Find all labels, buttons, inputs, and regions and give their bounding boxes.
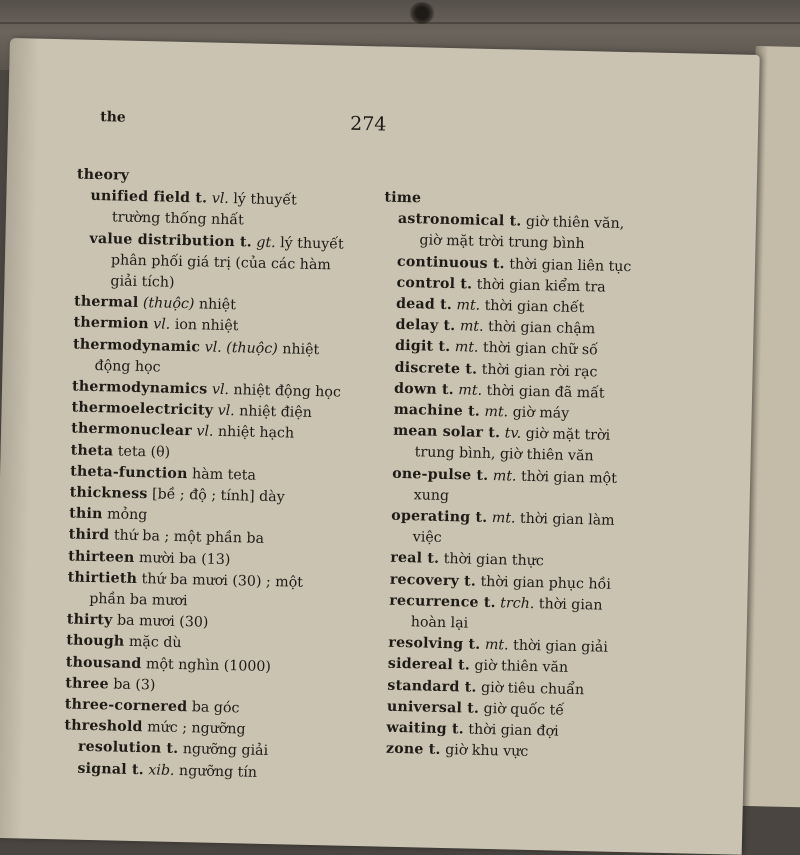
entry-headword: threshold	[64, 717, 143, 736]
right-column	[372, 188, 643, 766]
entry-headword: unified field t.	[90, 188, 208, 207]
entry-translation: teta (θ)	[117, 443, 171, 461]
entry-translation: giờ máy	[512, 404, 570, 422]
entry-headword: theory	[76, 166, 130, 184]
entry-field-label: vl.	[153, 316, 171, 334]
entry-headword: thermodynamic	[72, 336, 201, 356]
entry-translation: mười ba (13)	[138, 549, 231, 568]
dictionary-entry	[378, 421, 637, 469]
entry-translation: ba góc	[191, 699, 240, 717]
entry-translation: thứ ba ; một phần ba	[113, 527, 265, 548]
entry-headword: recurrence t.	[389, 592, 496, 612]
entry-field-label: vl. (thuộc)	[204, 339, 278, 357]
entry-translation: thứ ba mươi (30) ; một phần ba mươi	[89, 570, 304, 610]
entry-headword: thermal	[73, 293, 139, 312]
entry-translation: nhiệt hạch	[217, 424, 295, 442]
entry-translation: hàm teta	[191, 466, 257, 484]
entry-headword: machine t.	[393, 401, 481, 420]
entry-translation: thời gian chết	[484, 297, 585, 317]
entry-translation: mỏng	[106, 506, 148, 524]
entry-translation: giờ thiên văn	[474, 658, 569, 677]
entry-field-label: vl.	[217, 403, 235, 420]
entry-translation: nhiệt động học	[94, 340, 320, 376]
entry-translation: ngưỡng giải	[182, 741, 269, 760]
entry-translation: giờ thiên văn, giờ mặt trời trung bình	[419, 213, 625, 253]
entry-translation: thời gian làm việc	[412, 510, 615, 547]
entry-translation: giờ tiêu chuẩn	[480, 679, 585, 698]
entry-headword: thirty	[66, 611, 113, 629]
entry-headword: down t.	[393, 380, 455, 398]
entry-field-label: mt.	[491, 510, 516, 527]
dictionary-entry	[377, 506, 636, 554]
entry-translation: giờ mặt trời trung bình, giờ thiên văn	[414, 426, 611, 465]
entry-field-label: mt.	[459, 318, 484, 336]
entry-translation: thời gian chậm	[487, 319, 596, 338]
entry-headword: zone t.	[385, 740, 441, 759]
entry-translation: thời gian đợi	[468, 721, 559, 740]
entry-translation: thời gian phục hồi	[480, 573, 612, 593]
entry-headword: thickness	[69, 484, 148, 503]
entry-field-label: mt.	[484, 403, 509, 421]
entry-headword: delay t.	[395, 317, 456, 335]
entry-translation: thời gian hoàn lại	[410, 596, 603, 632]
entry-translation: nhiệt	[198, 296, 237, 314]
entry-headword: mean solar t.	[393, 423, 501, 442]
entry-headword: discrete t.	[394, 359, 478, 378]
entry-headword: thirteen	[68, 548, 135, 566]
entry-headword: universal t.	[386, 698, 480, 717]
entry-translation: thời gian liên tục	[509, 255, 632, 275]
entry-headword: digit t.	[394, 338, 451, 356]
entry-field-label: gt.	[256, 234, 276, 251]
dictionary-entry	[372, 739, 630, 766]
entry-headword: one-pulse t.	[392, 465, 489, 484]
entry-field-label: vl.	[196, 423, 214, 441]
entry-translation: thời gian chữ số	[482, 340, 599, 359]
entry-translation: thời gian kiểm tra	[476, 276, 606, 296]
entry-headword: thermion	[73, 314, 149, 333]
page-number: 274	[349, 112, 387, 136]
book-page	[0, 38, 760, 855]
entry-field-label: trch.	[500, 595, 535, 612]
entry-headword: real t.	[390, 550, 440, 568]
entry-translation: ba mươi (30)	[116, 612, 209, 631]
entry-translation: mức ; ngưỡng	[146, 719, 246, 738]
entry-headword: operating t.	[391, 507, 488, 526]
entry-headword: time	[384, 189, 422, 207]
entry-translation: ion nhiệt	[174, 317, 239, 335]
entry-headword: thirtieth	[67, 569, 138, 587]
entry-headword: three-cornered	[64, 696, 188, 716]
entry-translation: thời gian đã mất	[486, 382, 605, 402]
left-column	[63, 165, 349, 786]
dictionary-entry	[375, 590, 634, 638]
entry-headword: standard t.	[387, 677, 477, 696]
entry-field-label: (thuộc)	[142, 295, 195, 313]
dictionary-entry	[74, 228, 347, 298]
wood-knot	[409, 2, 435, 24]
dictionary-entry	[67, 567, 340, 616]
entry-translation: một nghìn (1000)	[145, 655, 272, 675]
dictionary-entry	[383, 209, 642, 257]
entry-headword: waiting t.	[386, 719, 465, 738]
dictionary-entry	[76, 186, 349, 235]
entry-translation: thời gian giải	[512, 637, 609, 656]
entry-headword: thousand	[65, 654, 142, 672]
entry-headword: signal t.	[77, 760, 145, 778]
entry-field-label: mt.	[454, 339, 479, 357]
entry-translation: ngưỡng tín	[178, 762, 258, 781]
entry-translation: [bề ; độ ; tính] dày	[151, 486, 285, 506]
entry-translation: thời gian một xung	[413, 468, 618, 504]
entry-headword: control t.	[396, 274, 473, 293]
entry-headword: recovery t.	[389, 571, 477, 590]
entry-headword: though	[66, 632, 125, 651]
entry-headword: value distribution t.	[89, 230, 253, 251]
entry-headword: astronomical t.	[397, 211, 522, 230]
entry-headword: thin	[69, 505, 103, 523]
entry-headword: continuous t.	[396, 253, 505, 272]
entry-translation: mặc dù	[128, 634, 182, 652]
entry-translation: thời gian rời rạc	[481, 361, 598, 381]
entry-translation: giờ quốc tế	[483, 700, 565, 719]
entry-field-label: mt.	[458, 382, 483, 399]
entry-headword: third	[68, 526, 110, 544]
entry-headword: resolving t.	[388, 635, 481, 654]
entry-headword: resolution t.	[77, 739, 179, 758]
entry-translation: lý thuyết trường thống nhất	[111, 191, 298, 229]
entry-translation: nhiệt điện	[239, 403, 312, 422]
entry-headword: thermodynamics	[71, 378, 208, 398]
entry-translation: nhiệt động học	[233, 382, 342, 401]
entry-field-label: vl.	[211, 190, 230, 208]
entry-field-label: mt.	[484, 637, 509, 654]
dictionary-entry	[72, 334, 345, 383]
entry-field-label: xib.	[148, 762, 175, 779]
entry-field-label: mt.	[456, 297, 481, 314]
entry-headword: thermoelectricity	[71, 399, 214, 419]
entry-field-label: vl.	[211, 381, 230, 399]
entry-headword: three	[65, 675, 109, 693]
entry-translation: ba (3)	[113, 676, 156, 694]
entry-headword: thermonuclear	[70, 420, 193, 440]
entry-headword: dead t.	[395, 295, 453, 314]
entry-headword: sidereal t.	[387, 656, 471, 675]
entry-headword: theta	[70, 442, 114, 460]
entry-translation: thời gian thực	[443, 551, 544, 570]
entry-headword: theta-function	[70, 463, 188, 482]
entry-field-label: mt.	[492, 467, 517, 485]
entry-translation: giờ khu vực	[444, 742, 529, 761]
gutter-shadow	[0, 38, 40, 838]
entry-field-label: tv.	[504, 425, 522, 442]
dictionary-entry	[377, 463, 636, 511]
running-head: the	[100, 109, 126, 126]
entry-translation: lý thuyết phân phối giá trị (của các hàm giải tích)	[110, 234, 344, 291]
